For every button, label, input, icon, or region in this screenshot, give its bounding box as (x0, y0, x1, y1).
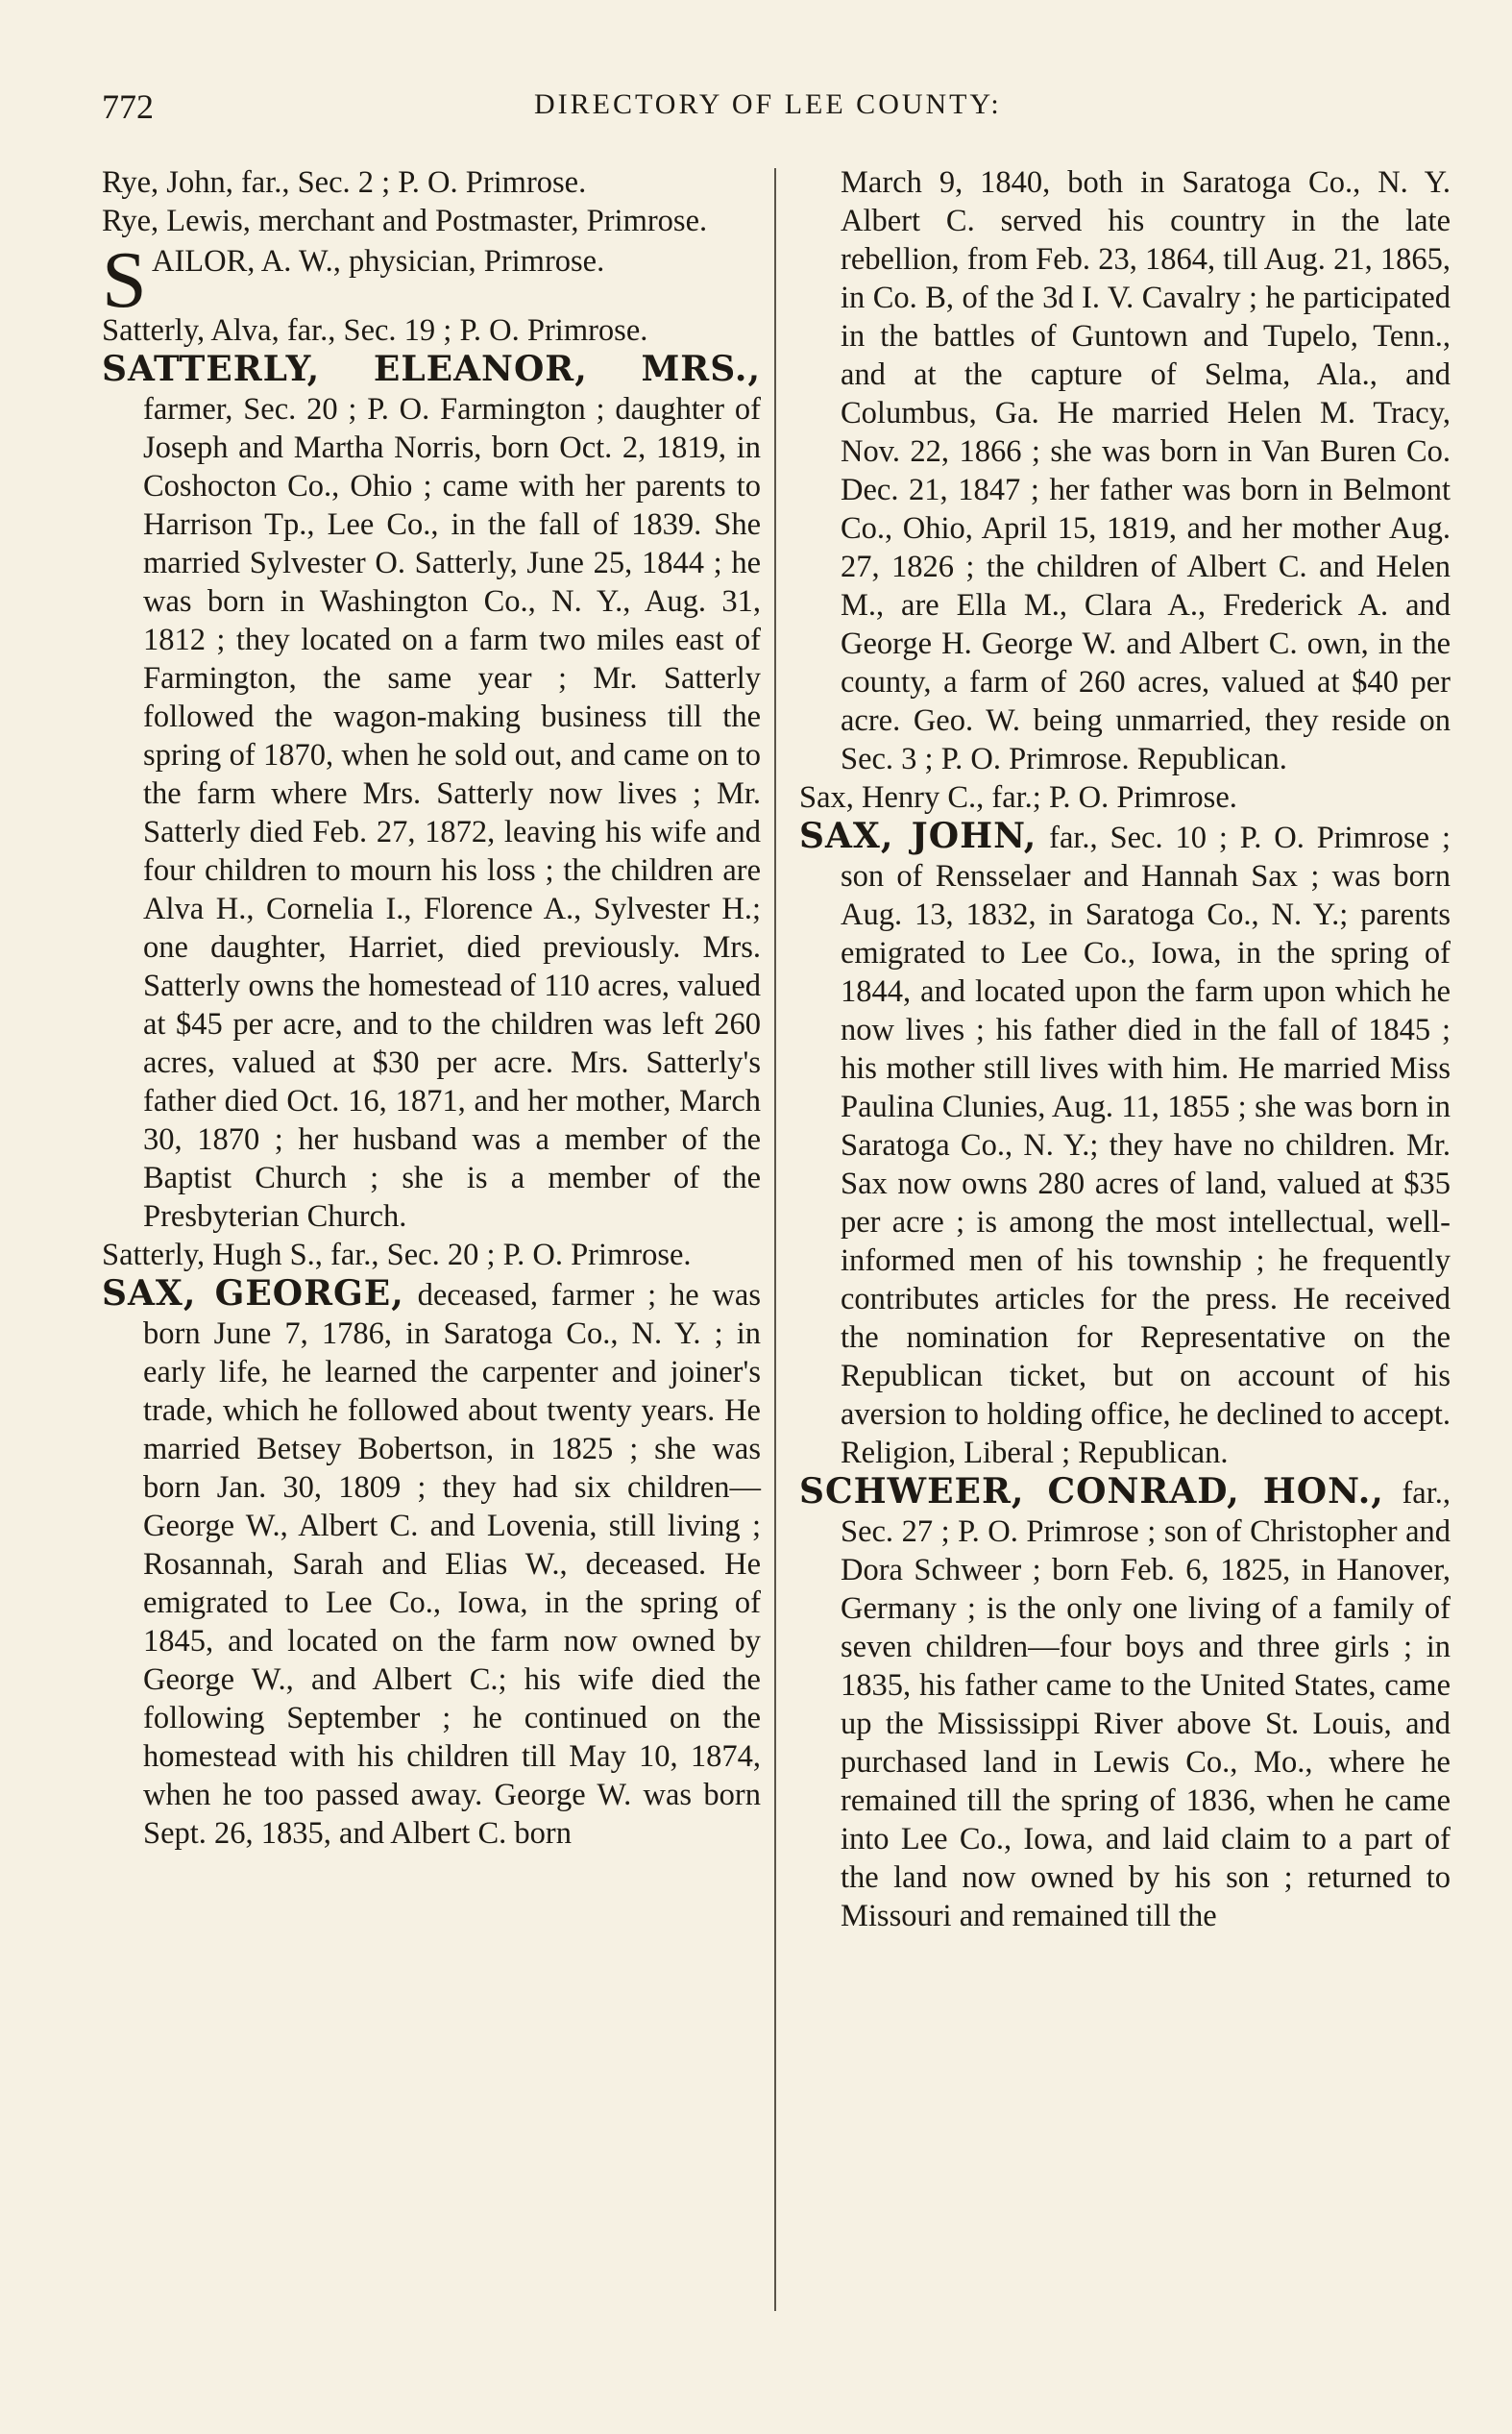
directory-entry: Satterly, Alva, far., Sec. 19 ; P. O. Primrose. (102, 313, 648, 348)
entry-name: SAX, GEORGE, (102, 1273, 404, 1314)
page-header (102, 86, 1447, 135)
left-column (102, 163, 761, 1853)
directory-entry-dropcap: S AILOR, A. W., physician, Primrose. (102, 235, 605, 325)
column-divider (774, 168, 776, 2311)
directory-entry-featured: SAX, JOHN, far., Sec. 10 ; P. O. Primrose ; son of Rensselaer and Hannah Sax ; was born Aug. 13, 1832, in Saratoga Co., N. Y.; parents emigrated to Lee Co., Iowa, in the spring of 1844, and located upon the farm upon which he now lives ; his father died in the fall of 1845 ; his mother still lives with him. He married Miss Paulina Clunies, Aug. 11, 1855 ; she was born in Saratoga Co., N. Y.; they have no children. Mr. Sax now owns 280 acres of land, valued at $35 per acre ; is among the most intellectual, well-informed men of his township ; he frequently contributes articles for the press. He received the nomination for Representative on the Republican ticket, but on account of his aversion to holding office, he declined to accept. Religion, Liberal ; Republican. (799, 816, 1451, 1470)
running-head: DIRECTORY OF LEE COUNTY: (534, 88, 1002, 120)
right-column (799, 163, 1451, 1935)
directory-entry: Rye, Lewis, merchant and Postmaster, Primrose. (102, 204, 708, 238)
directory-entry: Satterly, Hugh S., far., Sec. 20 ; P. O. Primrose. (102, 1238, 692, 1272)
entry-name: SATTERLY, ELEANOR, MRS., (102, 349, 761, 389)
directory-entry-continued: March 9, 1840, both in Saratoga Co., N. Y. Albert C. served his country in the late rebellion, from Feb. 23, 1864, till Aug. 21, 1865, in Co. B, of the 3d I. V. Cavalry ; he participated in the battles of Guntown and Tupelo, Tenn., and at the capture of Selma, Ala., and Columbus, Ga. He married Helen M. Tracy, Nov. 22, 1866 ; she was born in Van Buren Co. Dec. 21, 1847 ; her father was born in Belmont Co., Ohio, April 15, 1819, and her mother Aug. 27, 1826 ; the children of Albert C. and Helen M., are Ella M., Clara A., Frederick A. and George H. George W. and Albert C. own, in the county, a farm of 260 acres, valued at $40 per acre. Geo. W. being unmarried, they reside on Sec. 3 ; P. O. Primrose. Republican. (841, 165, 1451, 776)
drop-cap: S (102, 235, 147, 325)
entry-name: SCHWEER, CONRAD, HON., (799, 1471, 1384, 1512)
directory-entry-featured: SAX, GEORGE, deceased, farmer ; he was born June 7, 1786, in Saratoga Co., N. Y. ; in early life, he learned the carpenter and joiner's trade, which he followed about twenty years. He married Betsey Bobertson, in 1825 ; she was born Jan. 30, 1809 ; they had six children—George W., Albert C. and Lovenia, still living ; Rosannah, Sarah and Elias W., deceased. He emigrated to Lee Co., Iowa, in the spring of 1845, and located on the farm now owned by George W., and Albert C.; his wife died the following September ; he continued on the homestead with his children till May 10, 1874, when he too passed away. George W. was born Sept. 26, 1835, and Albert C. born (102, 1273, 761, 1851)
directory-entry: Sax, Henry C., far.; P. O. Primrose. (799, 780, 1237, 815)
directory-entry-featured: SCHWEER, CONRAD, HON., far., Sec. 27 ; P. O. Primrose ; son of Christopher and Dora Schweer ; born Feb. 6, 1825, in Hanover, Germany ; is the only one living of a family of seven children—four boys and three girls ; in 1835, his father came to the United States, came up the Mississippi River above St. Louis, and purchased land in Lewis Co., Mo., where he remained till the spring of 1836, when he came into Lee Co., Iowa, and laid claim to a part of the land now owned by his son ; returned to Missouri and remained till the (799, 1471, 1451, 1933)
directory-entry-featured: SATTERLY, ELEANOR, MRS., farmer, Sec. 20 ; P. O. Farmington ; daughter of Joseph and Martha Norris, born Oct. 2, 1819, in Coshocton Co., Ohio ; came with her parents to Harrison Tp., Lee Co., in the fall of 1839. She married Sylvester O. Satterly, June 25, 1844 ; he was born in Washington Co., N. Y., Aug. 31, 1812 ; they located on a farm two miles east of Farmington, the same year ; Mr. Satterly followed the wagon-making business till the spring of 1870, when he sold out, and came on to the farm where Mrs. Satterly now lives ; Mr. Satterly died Feb. 27, 1872, leaving his wife and four children to mourn his loss ; the children are Alva H., Cornelia I., Florence A., Sylvester H.; one daughter, Harriet, died previously. Mrs. Satterly owns the homestead of 110 acres, valued at $45 per acre, and to the children was left 260 acres, valued at $30 per acre. Mrs. Satterly's father died Oct. 16, 1871, and her mother, March 30, 1870 ; her husband was a member of the Baptist Church ; she is a member of the Presbyterian Church. (102, 349, 761, 1234)
page-number: 772 (102, 87, 154, 126)
entry-name: SAX, JOHN, (799, 816, 1037, 856)
directory-entry: Rye, John, far., Sec. 2 ; P. O. Primrose. (102, 165, 587, 200)
